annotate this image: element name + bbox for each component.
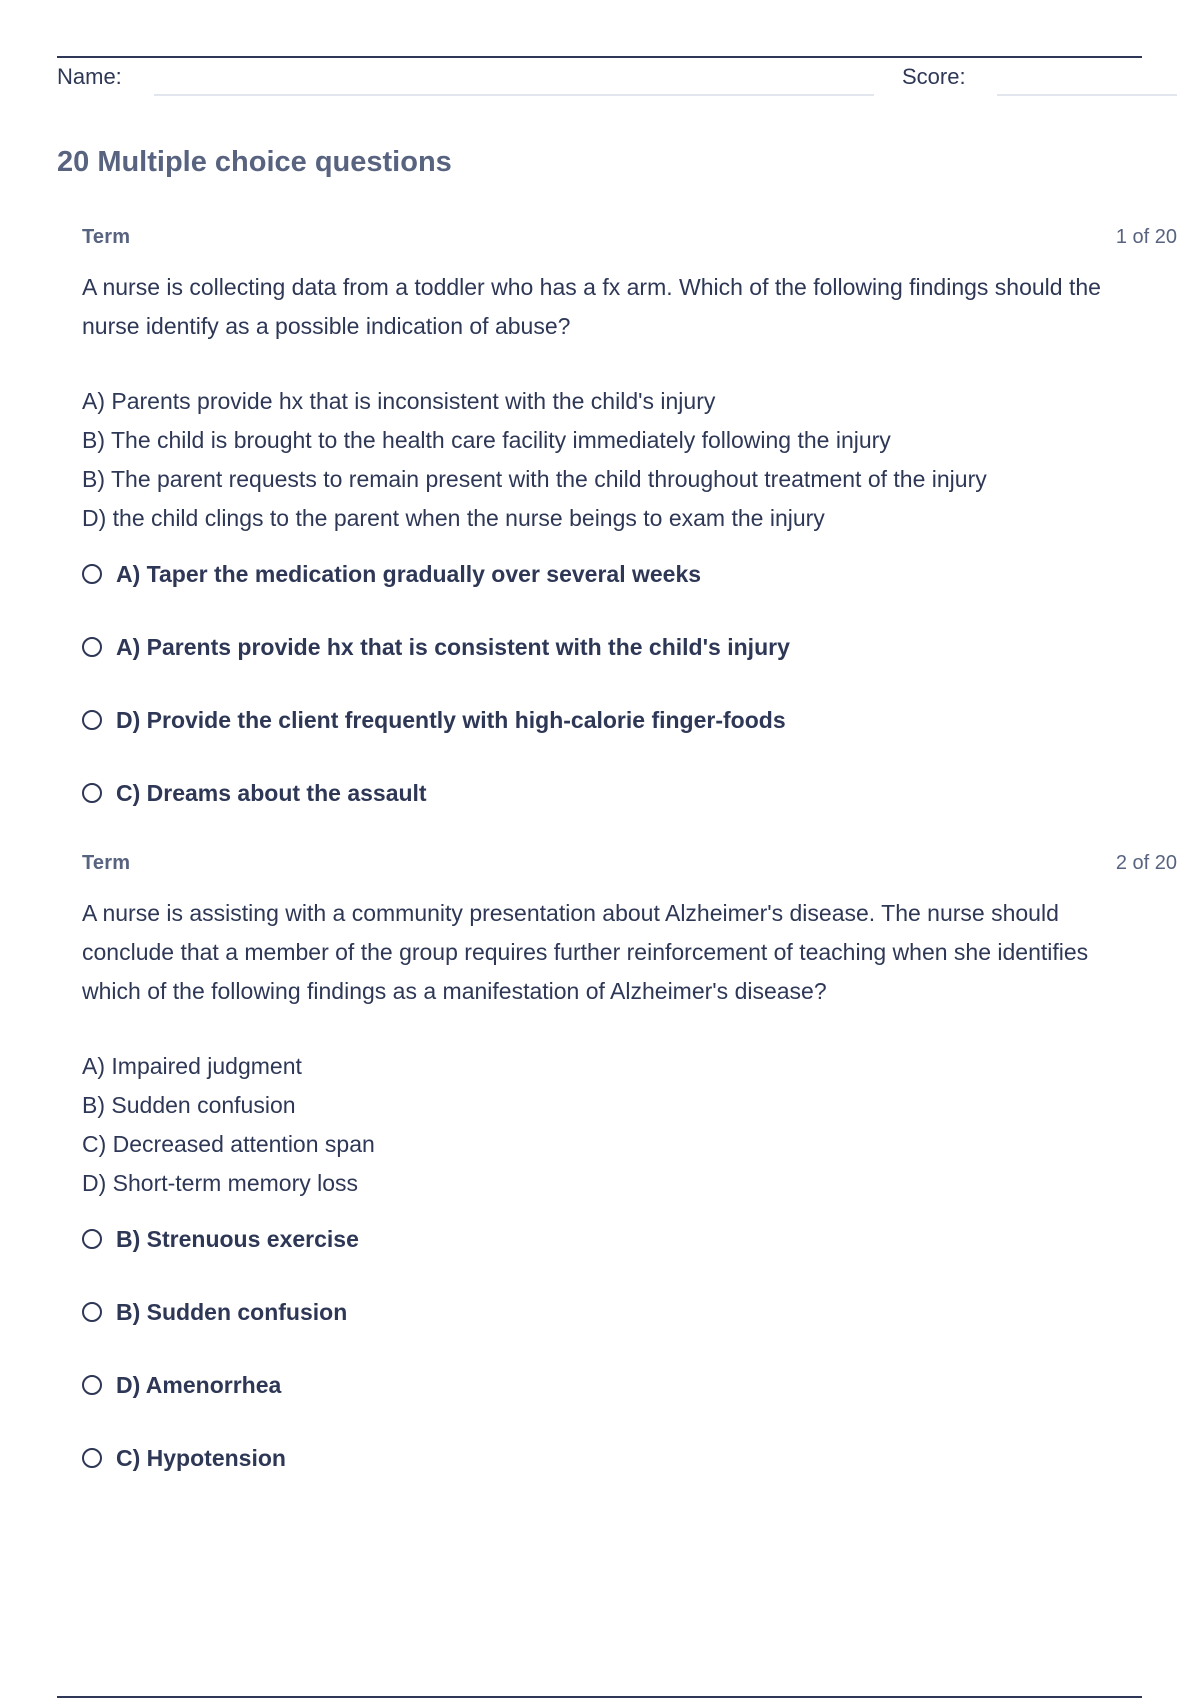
answer-choice-label: C) Dreams about the assault — [116, 779, 427, 806]
radio-button[interactable] — [82, 783, 102, 803]
answer-choice-label: D) Provide the client frequently with high-calorie finger-foods — [116, 706, 786, 733]
term-row — [82, 852, 1177, 880]
question-card — [82, 226, 1177, 848]
term-label: Term — [82, 226, 131, 248]
radio-button[interactable] — [82, 637, 102, 657]
option-item: A) Parents provide hx that is inconsistent with the child's injury — [82, 388, 716, 414]
radio-button[interactable] — [82, 710, 102, 730]
answer-choices — [82, 556, 1177, 811]
header-row — [57, 62, 1177, 98]
radio-button[interactable] — [82, 1302, 102, 1322]
question-prompt: A nurse is collecting data from a toddler who has a fx arm. Which of the following findings should the nurse identify as a possible indication of abuse? — [82, 274, 1101, 339]
answer-choices — [82, 1221, 1177, 1476]
answer-choice[interactable] — [82, 556, 1177, 592]
answer-choice-label: C) Hypotension — [116, 1444, 286, 1471]
answer-choice-label: B) Sudden confusion — [116, 1298, 348, 1325]
option-item: D) Short-term memory loss — [82, 1170, 359, 1196]
option-item: C) Decreased attention span — [82, 1131, 375, 1157]
question-card — [82, 852, 1177, 1513]
score-field[interactable] — [997, 94, 1177, 96]
question-counter: 2 of 20 — [1115, 852, 1177, 874]
option-item: A) Impaired judgment — [82, 1053, 302, 1079]
score-label: Score: — [902, 64, 966, 89]
answer-choice[interactable] — [82, 702, 1177, 738]
option-item: B) Sudden confusion — [82, 1092, 296, 1118]
radio-button[interactable] — [82, 1448, 102, 1468]
answer-choice[interactable] — [82, 1221, 1177, 1257]
answer-choice[interactable] — [82, 1367, 1177, 1403]
answer-choice[interactable] — [82, 629, 1177, 665]
answer-choice[interactable] — [82, 1440, 1177, 1476]
radio-button[interactable] — [82, 1375, 102, 1395]
top-divider — [57, 56, 1142, 58]
term-row — [82, 226, 1177, 254]
name-label: Name: — [57, 64, 122, 89]
answer-choice[interactable] — [82, 1294, 1177, 1330]
option-list — [82, 1047, 1177, 1203]
answer-choice-label: B) Strenuous exercise — [116, 1225, 359, 1252]
answer-choice[interactable] — [82, 775, 1177, 811]
question-counter: 1 of 20 — [1115, 226, 1177, 248]
option-item: D) the child clings to the parent when the nurse beings to exam the injury — [82, 505, 825, 531]
radio-button[interactable] — [82, 1229, 102, 1249]
option-list — [82, 382, 1177, 538]
option-item: B) The child is brought to the health care facility immediately following the injury — [82, 427, 891, 453]
question-prompt: A nurse is assisting with a community presentation about Alzheimer's disease. The nurse should conclude that a member of the group requires further reinforcement of teaching when she identifies which of the following findings as a manifestation of Alzheimer's disease? — [82, 900, 1089, 1004]
answer-choice-label: A) Parents provide hx that is consistent with the child's injury — [116, 633, 790, 660]
term-label: Term — [82, 852, 131, 874]
radio-button[interactable] — [82, 564, 102, 584]
answer-choice-label: D) Amenorrhea — [116, 1371, 282, 1398]
section-title: 20 Multiple choice questions — [57, 146, 452, 178]
option-item: B) The parent requests to remain present with the child throughout treatment of the injury — [82, 466, 987, 492]
answer-choice-label: A) Taper the medication gradually over several weeks — [116, 560, 702, 587]
bottom-divider — [57, 1696, 1142, 1698]
name-field[interactable] — [154, 94, 874, 96]
